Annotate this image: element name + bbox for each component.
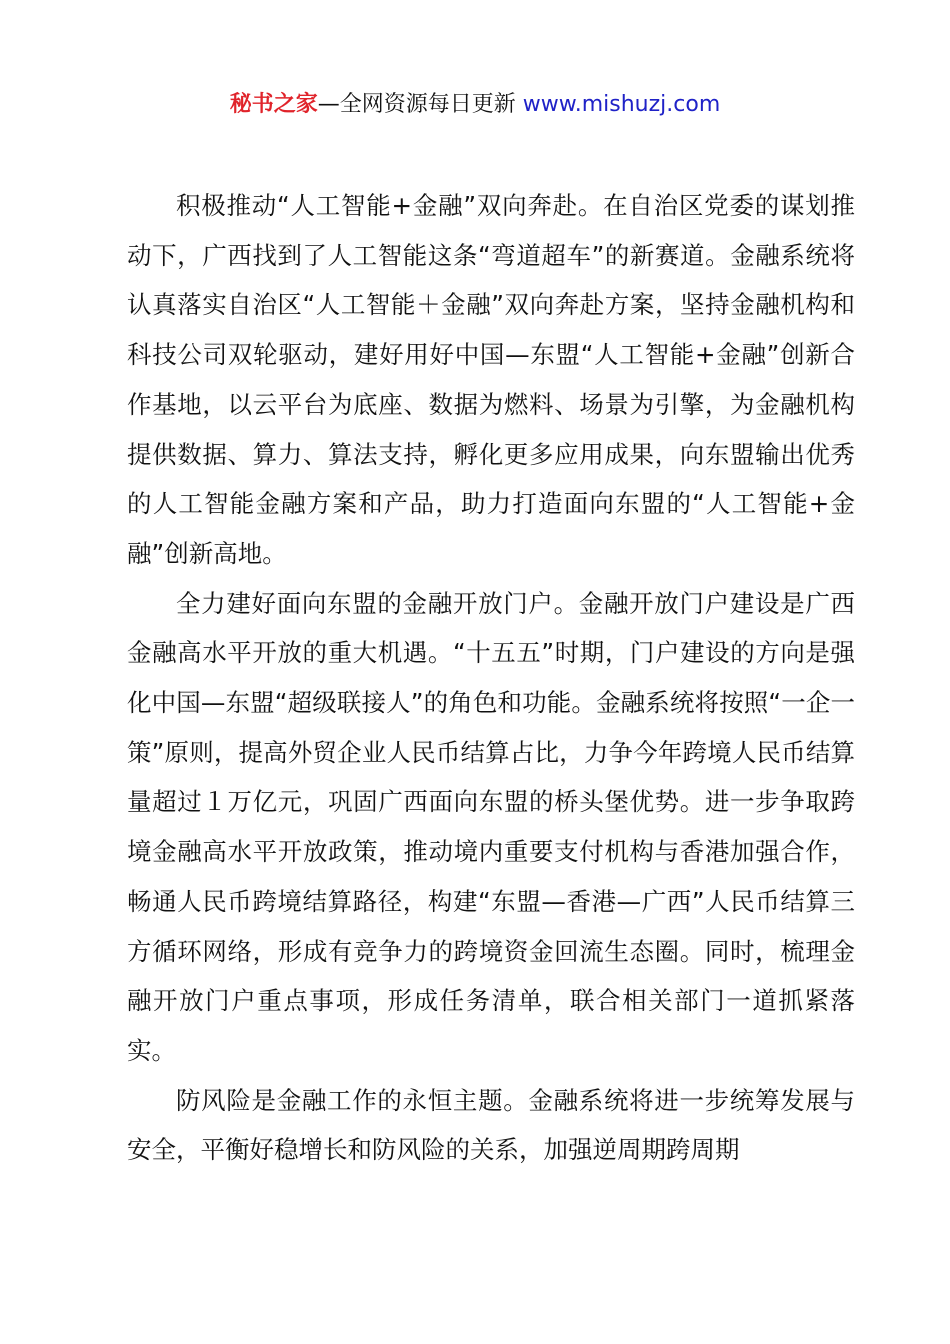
site-url-link[interactable]: www.mishuzj.com xyxy=(522,92,721,117)
page-header xyxy=(0,88,950,122)
paragraph-risk-prevention: 防风险是金融工作的永恒主题。金融系统将进一步统筹发展与安全，平衡好稳增长和防风险的关系，加强逆周期跨周期 xyxy=(127,1085,855,1165)
paragraph-financial-opening: 全力建好面向东盟的金融开放门户。金融开放门户建设是广西金融高水平开放的重大机遇。“十五五”时期，门户建设的方向是强化中国—东盟“超级联接人”的角色和功能。金融系统将按照“一企一策”原则，提高外贸企业人民币结算占比，力争今年跨境人民币结算量超过１万亿元，巩固广西面向东盟的桥头堡优势。进一步争取跨境金融高水平开放政策，推动境内重要支付机构与香港加强合作，畅通人民币跨境结算路径，构建“东盟—香港—广西”人民币结算三方循环网络，形成有竞争力的跨境资金回流生态圈。同时，梳理金融开放门户重点事项，形成任务清单，联合相关部门一道抓紧落实。 xyxy=(127,588,855,1065)
paragraph-ai-finance: 积极推动“人工智能+金融”双向奔赴。在自治区党委的谋划推动下，广西找到了人工智能这条“弯道超车”的新赛道。金融系统将认真落实自治区“人工智能＋金融”双向奔赴方案，坚持金融机构和科技公司双轮驱动，建好用好中国—东盟“人工智能+金融”创新合作基地，以云平台为底座、数据为燃料、场景为引擎，为金融机构提供数据、算力、算法支持，孵化更多应用成果，向东盟输出优秀的人工智能金融方案和产品，助力打造面向东盟的“人工智能+金融”创新高地。 xyxy=(127,191,855,568)
brand-name: 秘书之家 xyxy=(229,92,318,117)
document-body xyxy=(127,181,855,1175)
header-tagline: —全网资源每日更新 xyxy=(317,92,523,117)
